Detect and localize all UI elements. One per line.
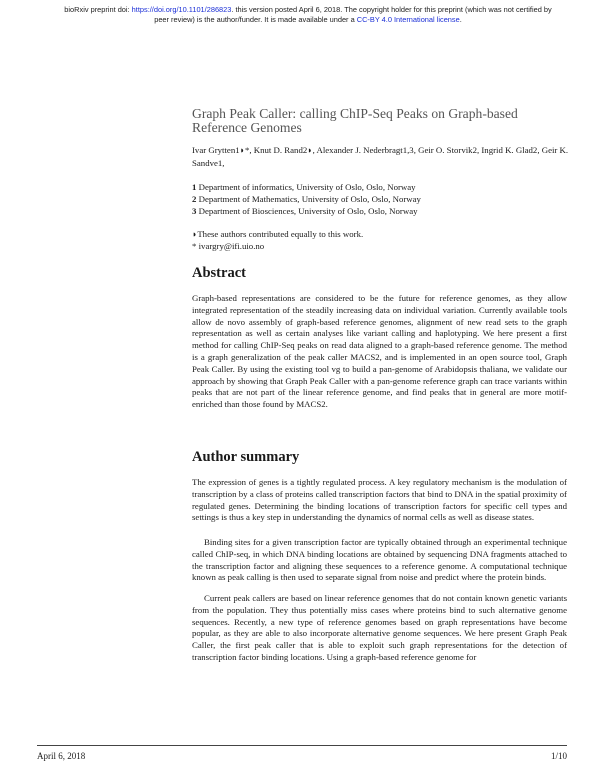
- abstract-text: Graph-based representations are considered to be the future for reference genomes, as they allow integrated representation of the steadily increasing data on individual variation. Currently available tools allow de novo assembly of graph-based reference genomes, alignment of new read sets to the graph representation as well as certain analyses like variant calling and haplotyping. We here present a first method for calling ChIP-Seq peaks on read data aligned to a graph-based reference genome. The method is a graph generalization of the peak caller MACS2, and is implemented in an open source tool, Graph Peak Caller. By using the existing tool vg to build a pan-genome of Arabidopsis thaliana, we validate our approach by showing that Graph Peak Caller with a pan-genome reference graph can trace variants within peaks that are not part of the linear reference genome, and find peaks that in general are more motif-enriched than those found by MACS2.: [192, 293, 567, 410]
- summary-paragraph-2: Binding sites for a given transcription factor are typically obtained through an experimental technique called ChIP-seq, in which DNA binding locations are obtained by sequencing DNA fragments attached to the transcription factor and aligning these sequences to a reference genome. A computational technique known as peak calling is then used to separate signal from noise and predict where the protein binds.: [192, 537, 567, 583]
- equal-contribution-note: ◗These authors contributed equally to this work.: [192, 229, 364, 239]
- license-link[interactable]: CC-BY 4.0 International license: [356, 14, 460, 24]
- author-list: Ivar Grytten1◗*, Knut D. Rand2◗, Alexander J. Nederbragt1,3, Geir O. Storvik2, Ingrid K. Glad2, Geir K. Sandve1,: [192, 145, 569, 168]
- paper-title: Graph Peak Caller: calling ChIP-Seq Peaks on Graph-based Reference Genomes: [192, 106, 518, 135]
- footer-date: April 6, 2018: [37, 751, 86, 761]
- author-notes: [192, 228, 572, 252]
- affiliation-1: 1 Department of informatics, University of Oslo, Oslo, Norway: [192, 182, 416, 192]
- corresponding-email: * ivargry@ifi.uio.no: [192, 241, 265, 251]
- doi-link[interactable]: https://doi.org/10.1101/286823: [131, 5, 232, 14]
- affiliation-2: 2 Department of Mathematics, University of Oslo, Oslo, Norway: [192, 194, 421, 204]
- abstract-heading: Abstract: [192, 265, 246, 281]
- footer-divider: [37, 745, 567, 746]
- author-summary-heading: Author summary: [192, 449, 300, 465]
- affiliation-3: 3 Department of Biosciences, University of Oslo, Oslo, Norway: [192, 206, 418, 216]
- biorxiv-notice: bioRxiv preprint doi: https://doi.org/10.1101/286823. this version posted April 6, 2018. The copyright holder for this preprint (which was not certified by peer review) is the author/funder. It is made available under a CC-BY 4.0 International license.: [64, 5, 552, 24]
- summary-paragraph-1: The expression of genes is a tightly regulated process. A key regulatory mechanism is the modulation of transcription by a class of proteins called transcription factors that bind to DNA in the spatial proximity of regulated genes. Determining the binding locations of transcription factors for specific cell types and settings is thus a key step in understanding the dynamics of normal cells as well as disease states.: [192, 477, 567, 523]
- page-number: 1/10: [550, 751, 567, 761]
- affiliations: [192, 181, 572, 217]
- summary-paragraph-3: Current peak callers are based on linear reference genomes that do not contain known genetic variants from the population. They thus potentially miss cases where proteins bind to such alternative genome sequences. Recently, a new type of reference genomes based on graph representations have become popular, as they are able to also incorporate alternative genome sequences. We here present Graph Peak Caller, the first peak caller that is able to exploit such graph representations for the detection of transcription factor binding locations. Using a graph-based reference genome for: [192, 593, 567, 662]
